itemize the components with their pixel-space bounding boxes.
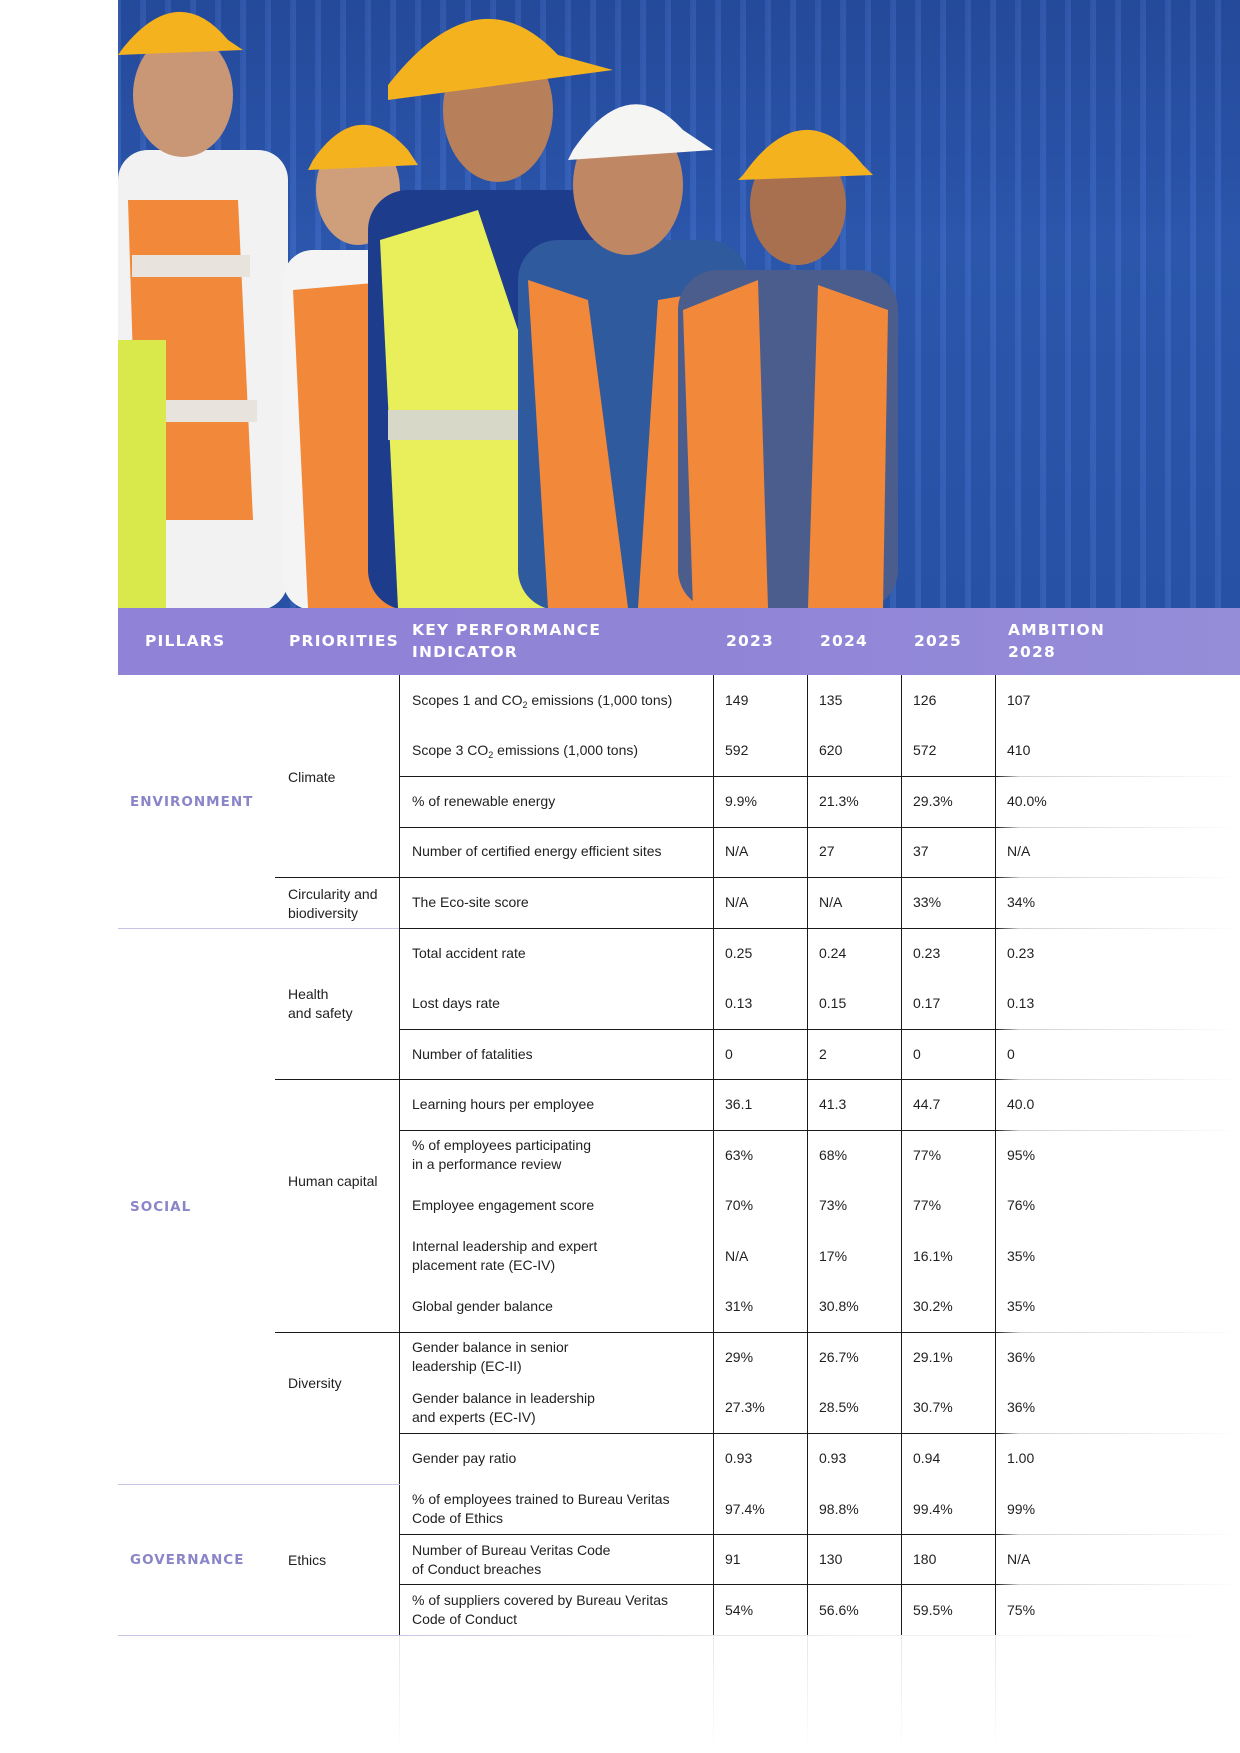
kpi-label: Number of fatalities <box>412 1045 533 1062</box>
value-y2025: 99.4% <box>913 1500 953 1517</box>
value-y2023: 592 <box>725 742 749 759</box>
value-y2025: 126 <box>913 691 937 708</box>
value-y2023: 0 <box>725 1045 733 1062</box>
column-fade <box>995 1635 996 1753</box>
value-y2025: 30.2% <box>913 1298 953 1315</box>
pillar-social: SOCIAL <box>130 1199 192 1215</box>
priority-circularity: Circularity and biodiversity <box>288 886 378 921</box>
value-ambition: 1.00 <box>1007 1450 1035 1467</box>
value-ambition: 40.0 <box>1007 1096 1035 1113</box>
value-y2024: 28.5% <box>819 1399 859 1416</box>
value-ambition: 76% <box>1007 1197 1036 1214</box>
value-y2024: 21.3% <box>819 792 859 809</box>
header-2025: 2025 <box>914 632 962 650</box>
value-ambition: 410 <box>1007 742 1031 759</box>
kpi-label: Number of certified energy efficient sites <box>412 843 662 860</box>
kpi-label: The Eco-site score <box>412 893 529 910</box>
value-ambition: 40.0% <box>1007 792 1047 809</box>
column-divider-kpi <box>399 675 400 1635</box>
value-y2023: 31% <box>725 1298 754 1315</box>
kpi-label: % of employees participating in a performance review <box>412 1137 591 1173</box>
value-y2024: 0.24 <box>819 944 847 961</box>
pillar-divider-environment <box>118 928 400 929</box>
value-y2023: 70% <box>725 1197 754 1214</box>
row-divider <box>399 928 1240 929</box>
value-y2025: 33% <box>913 893 942 910</box>
value-y2023: 54% <box>725 1601 754 1618</box>
value-y2025: 0.94 <box>913 1450 941 1467</box>
value-y2023: 27.3% <box>725 1399 765 1416</box>
value-ambition: 95% <box>1007 1146 1036 1163</box>
value-y2025: 37 <box>913 843 929 860</box>
value-y2024: 135 <box>819 691 843 708</box>
value-y2024: 98.8% <box>819 1500 859 1517</box>
row-divider <box>399 1534 1240 1535</box>
kpi-label: Total accident rate <box>412 944 526 961</box>
priority-health-safety: Health and safety <box>288 986 353 1021</box>
column-fade <box>901 1635 902 1753</box>
row-divider <box>399 1433 1240 1434</box>
table-bottom-border <box>118 1635 1240 1636</box>
value-y2024: 73% <box>819 1197 848 1214</box>
value-y2024: 26.7% <box>819 1348 859 1365</box>
kpi-label: Employee engagement score <box>412 1197 595 1214</box>
value-ambition: 36% <box>1007 1399 1036 1416</box>
value-y2024: 0.93 <box>819 1450 847 1467</box>
kpi-label: Global gender balance <box>412 1298 553 1315</box>
value-y2023: N/A <box>725 1247 749 1264</box>
value-y2024: 0.15 <box>819 995 847 1012</box>
value-y2024: N/A <box>819 893 843 910</box>
value-y2025: 30.7% <box>913 1399 953 1416</box>
value-ambition: 107 <box>1007 691 1031 708</box>
kpi-label: Gender balance in leadership and experts (EC-IV) <box>412 1389 595 1425</box>
value-y2024: 30.8% <box>819 1298 859 1315</box>
value-y2025: 0.17 <box>913 995 941 1012</box>
row-divider <box>399 1584 1240 1585</box>
value-y2025: 77% <box>913 1197 942 1214</box>
row-divider <box>275 1079 1240 1080</box>
value-y2023: 29% <box>725 1348 754 1365</box>
value-y2025: 77% <box>913 1146 942 1163</box>
row-divider <box>399 827 1240 828</box>
value-y2024: 17% <box>819 1247 848 1264</box>
value-y2025: 16.1% <box>913 1247 953 1264</box>
header-ambition-2028: AMBITION 2028 <box>1008 621 1106 661</box>
header-kpi: KEY PERFORMANCE INDICATOR <box>412 621 602 661</box>
value-y2025: 0.23 <box>913 944 941 961</box>
kpi-label: Lost days rate <box>412 995 500 1012</box>
value-ambition: 36% <box>1007 1348 1036 1365</box>
value-y2024: 56.6% <box>819 1601 859 1618</box>
value-y2025: 29.1% <box>913 1348 953 1365</box>
header-priorities: PRIORITIES <box>289 632 400 650</box>
pillar-divider-social <box>118 1484 400 1485</box>
value-ambition: N/A <box>1007 843 1031 860</box>
value-y2024: 2 <box>819 1045 827 1062</box>
pillar-governance: GOVERNANCE <box>130 1552 245 1568</box>
value-y2023: N/A <box>725 893 749 910</box>
value-ambition: 75% <box>1007 1601 1036 1618</box>
kpi-label: % of suppliers covered by Bureau Veritas Code of Conduct <box>412 1592 669 1628</box>
column-fade <box>399 1635 400 1753</box>
kpi-label: % of renewable energy <box>412 792 556 809</box>
row-divider <box>399 1130 1240 1131</box>
kpi-label: Number of Bureau Veritas Code of Conduct breaches <box>412 1541 611 1577</box>
value-ambition: 35% <box>1007 1298 1036 1315</box>
value-y2025: 44.7 <box>913 1096 941 1113</box>
kpi-label: Gender balance in senior leadership (EC-II) <box>412 1339 569 1375</box>
header-2023: 2023 <box>726 632 774 650</box>
value-y2023: 36.1 <box>725 1096 753 1113</box>
row-divider <box>399 776 1240 777</box>
column-divider-2025 <box>901 675 902 1635</box>
value-y2023: 97.4% <box>725 1500 765 1517</box>
value-y2023: 0.25 <box>725 944 753 961</box>
value-y2023: 63% <box>725 1146 754 1163</box>
value-ambition: 99% <box>1007 1500 1036 1517</box>
value-y2024: 130 <box>819 1551 843 1568</box>
value-y2025: 59.5% <box>913 1601 953 1618</box>
value-y2024: 41.3 <box>819 1096 847 1113</box>
value-ambition: 0 <box>1007 1045 1015 1062</box>
priority-ethics: Ethics <box>288 1552 327 1568</box>
column-divider-2024 <box>807 675 808 1635</box>
header-pillars: PILLARS <box>145 632 226 650</box>
value-y2024: 27 <box>819 843 835 860</box>
value-y2024: 68% <box>819 1146 848 1163</box>
kpi-label: Learning hours per employee <box>412 1096 595 1113</box>
kpi-label: Scopes 1 and $CO_2$ emissions (1,000 tons) <box>412 691 673 710</box>
value-y2025: 0 <box>913 1045 921 1062</box>
row-divider <box>275 1332 1240 1333</box>
value-y2025: 572 <box>913 742 937 759</box>
priority-diversity: Diversity <box>288 1375 342 1391</box>
value-ambition: 0.23 <box>1007 944 1035 961</box>
column-fade <box>807 1635 808 1753</box>
pillar-environment: ENVIRONMENT <box>130 794 254 810</box>
value-y2025: 29.3% <box>913 792 953 809</box>
priority-climate: Climate <box>288 769 336 785</box>
value-ambition: N/A <box>1007 1551 1031 1568</box>
column-fade <box>713 1635 714 1753</box>
kpi-label: Internal leadership and expert placement rate (EC-IV) <box>412 1238 598 1274</box>
value-y2025: 180 <box>913 1551 937 1568</box>
column-divider-ambition <box>995 675 996 1635</box>
kpi-label: Scope 3 $CO_2$ emissions (1,000 tons) <box>412 742 639 761</box>
value-ambition: 35% <box>1007 1247 1036 1264</box>
column-divider-2023 <box>713 675 714 1635</box>
kpi-label: Gender pay ratio <box>412 1450 517 1467</box>
value-y2023: N/A <box>725 843 749 860</box>
value-y2023: 149 <box>725 691 749 708</box>
row-divider <box>275 877 1240 878</box>
value-ambition: 0.13 <box>1007 995 1035 1012</box>
header-2024: 2024 <box>820 632 868 650</box>
value-y2023: 0.13 <box>725 995 753 1012</box>
kpi-label: % of employees trained to Bureau Veritas Code of Ethics <box>412 1491 670 1527</box>
value-y2024: 620 <box>819 742 843 759</box>
value-ambition: 34% <box>1007 893 1036 910</box>
value-y2023: 0.93 <box>725 1450 753 1467</box>
row-divider <box>399 1029 1240 1030</box>
priority-human-capital: Human capital <box>288 1173 378 1189</box>
value-y2023: 91 <box>725 1551 741 1568</box>
value-y2023: 9.9% <box>725 792 757 809</box>
